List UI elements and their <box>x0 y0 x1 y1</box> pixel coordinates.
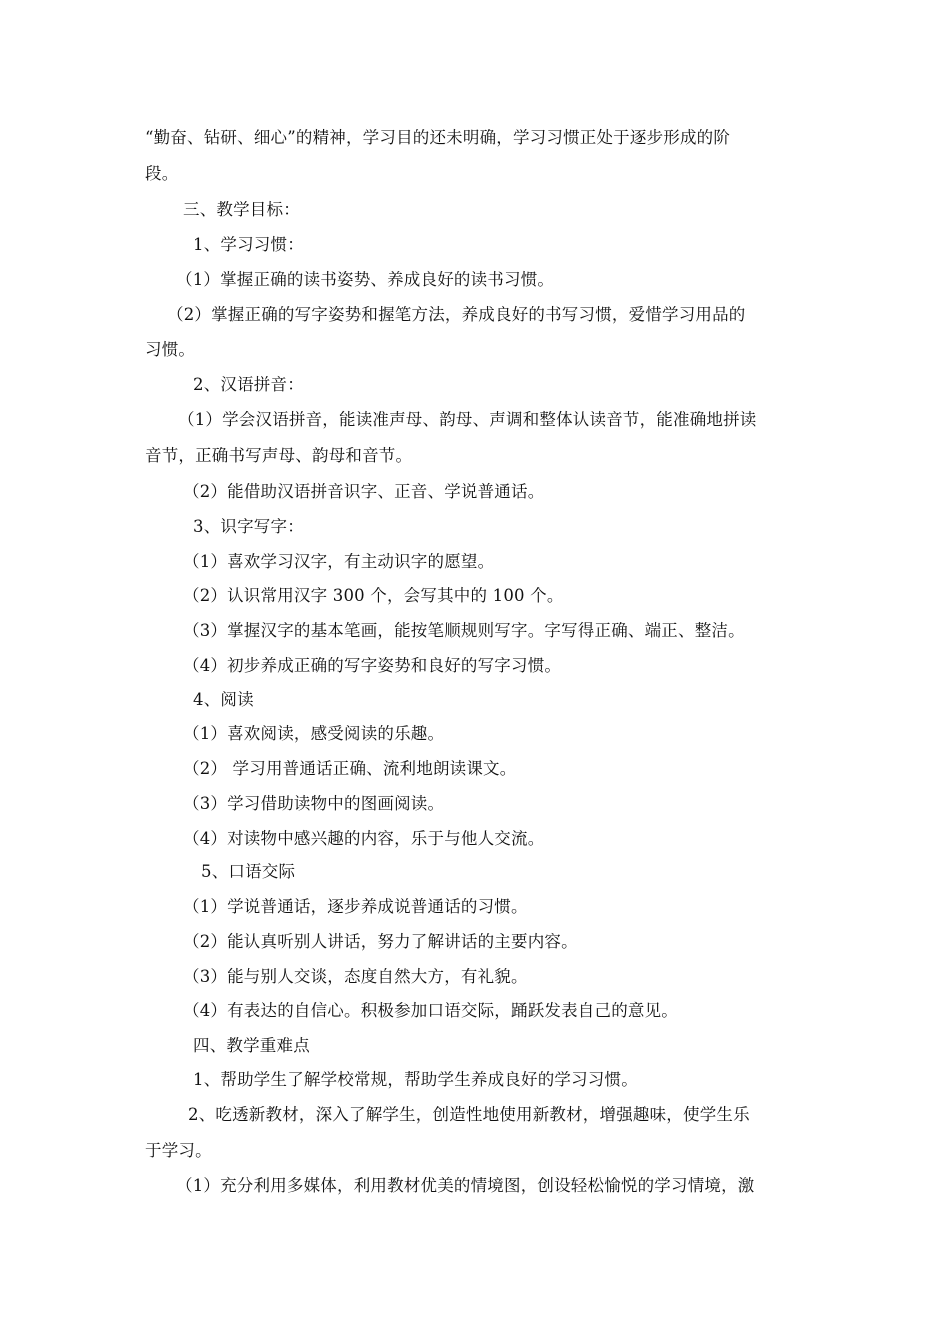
text-line-16: （4）初步养成正确的写字姿势和良好的写字习惯。 <box>183 656 562 675</box>
subheading-oral-communication: 5、口语交际 <box>201 862 296 881</box>
text-line-14: （2）认识常用汉字 300 个，会写其中的 100 个。 <box>183 586 564 605</box>
text-line-28: 1、帮助学生了解学校常规，帮助学生养成良好的学习习惯。 <box>193 1070 638 1089</box>
text-line-25: （3）能与别人交谈，态度自然大方，有礼貌。 <box>183 967 528 986</box>
text-line-5: （1）掌握正确的读书姿势、养成良好的读书习惯。 <box>176 270 555 289</box>
text-line-10: 音节，正确书写声母、韵母和音节。 <box>145 446 413 465</box>
subheading-study-habits: 1、学习习惯： <box>193 235 304 254</box>
text-line-7: 习惯。 <box>145 340 196 359</box>
text-line-2: 段。 <box>145 164 179 183</box>
text-line-15: （3）掌握汉字的基本笔画，能按笔顺规则写字。字写得正确、端正、整洁。 <box>183 621 745 640</box>
subheading-literacy: 3、识字写字： <box>193 517 304 536</box>
text-line-30: 于学习。 <box>145 1141 212 1160</box>
text-line-24: （2）能认真听别人讲话，努力了解讲话的主要内容。 <box>183 932 578 951</box>
text-line-20: （3）学习借助读物中的图画阅读。 <box>183 794 445 813</box>
text-line-23: （1）学说普通话，逐步养成说普通话的习惯。 <box>183 897 528 916</box>
text-line-6: （2）掌握正确的写字姿势和握笔方法，养成良好的书写习惯，爱惜学习用品的 <box>167 305 746 324</box>
section-heading-teaching-goals: 三、教学目标： <box>183 200 300 219</box>
text-line-9: （1）学会汉语拼音，能读准声母、韵母、声调和整体认读音节，能准确地拼读 <box>178 410 757 429</box>
text-line-18: （1）喜欢阅读，感受阅读的乐趣。 <box>183 724 445 743</box>
text-line-11: （2）能借助汉语拼音识字、正音、学说普通话。 <box>183 482 545 501</box>
text-line-31: （1）充分利用多媒体，利用教材优美的情境图，创设轻松愉悦的学习情境，激 <box>176 1176 755 1195</box>
text-line-29: 2、吃透新教材，深入了解学生，创造性地使用新教材，增强趣味，使学生乐 <box>188 1105 750 1124</box>
text-line-21: （4）对读物中感兴趣的内容，乐于与他人交流。 <box>183 829 545 848</box>
text-line-1: “勤奋、钻研、细心”的精神，学习目的还未明确，学习习惯正处于逐步形成的阶 <box>145 128 731 147</box>
section-heading-key-points: 四、教学重难点 <box>193 1036 310 1055</box>
subheading-reading: 4、阅读 <box>193 690 254 709</box>
text-line-13: （1）喜欢学习汉字，有主动识字的愿望。 <box>183 552 495 571</box>
text-line-26: （4）有表达的自信心。积极参加口语交际，踊跃发表自己的意见。 <box>183 1001 678 1020</box>
subheading-pinyin: 2、汉语拼音： <box>193 375 304 394</box>
text-line-19: （2） 学习用普通话正确、流利地朗读课文。 <box>183 759 517 778</box>
